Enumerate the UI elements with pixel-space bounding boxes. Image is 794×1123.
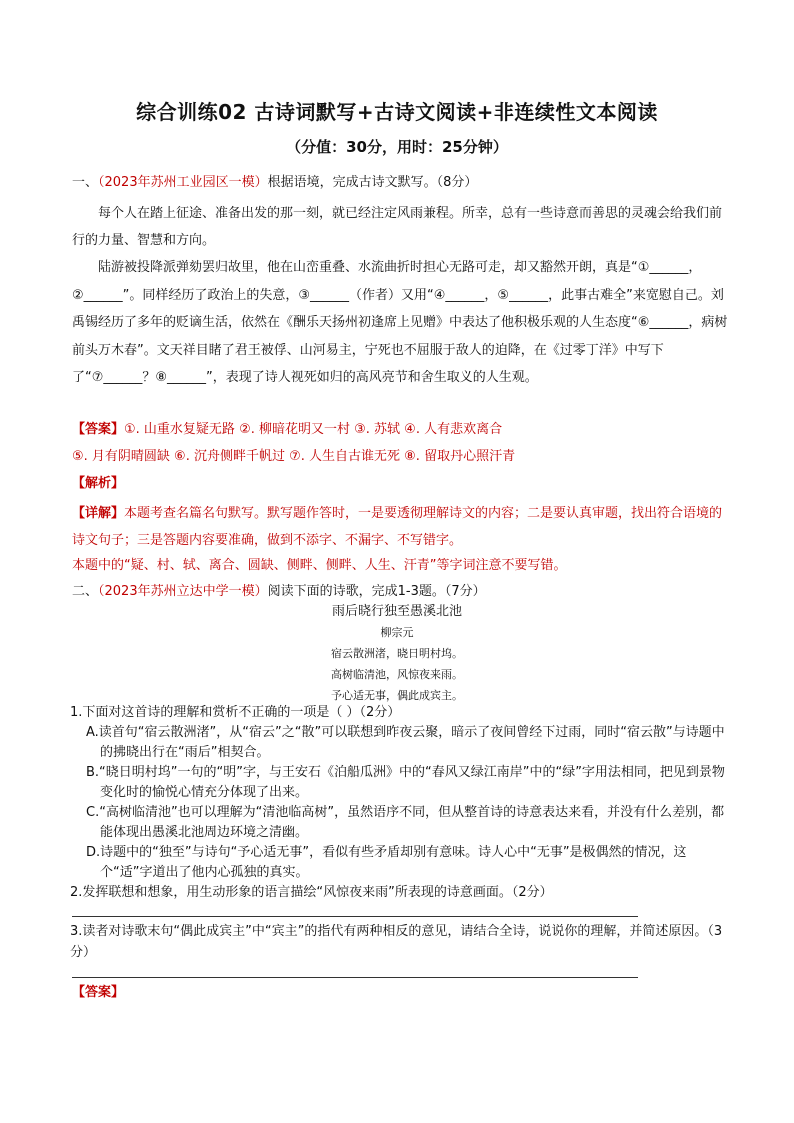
- option-d: D.诗题中的“独至”与诗句“予心适无事”，看似有些矛盾却别有意味。诗人心中“无事”是极偶然的情况，这个“适”字道出了他内心孤独的真实。: [86, 845, 687, 880]
- option-a: A.读首句“宿云散洲渚”，从“宿云”之“散”可以联想到昨夜云聚，暗示了夜间曾经下过雨，同时“宿云散”与诗题中的拂晓出行在“雨后”相契合。: [86, 725, 725, 760]
- poem-title: 雨后晓行独至愚溪北池: [331, 604, 462, 619]
- answer-line: [72, 977, 638, 978]
- section2-heading: [72, 581, 728, 603]
- answer-text-1: ①. 山重水复疑无路 ②. 柳暗花明又一村 ③. 苏轼 ④. 人有悲欢离合: [124, 422, 503, 437]
- poem: [0, 601, 794, 706]
- question-2: 2.发挥联想和想象，用生动形象的语言描绘“风惊夜来雨”所表现的诗意画面。（2分）: [70, 885, 553, 900]
- section1-detail: [72, 500, 728, 554]
- poem-line: 高树临清池，风惊夜来雨。: [331, 668, 463, 681]
- section1-source: （2023年苏州工业园区一模）: [98, 175, 268, 190]
- poem-line: 宿云散洲渚，晓日明村坞。: [331, 647, 463, 660]
- question-1: 1.下面对这首诗的理解和赏析不正确的一项是（ ）（2分）: [70, 705, 401, 720]
- answer-line: [72, 916, 638, 917]
- section1-heading: [72, 172, 728, 194]
- detail-text: 本题考查名篇名句默写。默写题作答时，一是要透彻理解诗文的内容；二是要认真审题，找出符合语境的诗文句子；三是答题内容要准确，做到不添字、不漏字、不写错字。: [72, 506, 723, 548]
- question-1-options: [86, 723, 728, 883]
- option-b: B.“晓日明村坞”一句的“明”字，与王安石《泊船瓜洲》中的“春风又绿江南岸”中的“绿”字用法相同，把见到景物变化时的愉悦心情充分体现了出来。: [86, 765, 725, 800]
- section1-answer-line-2: ⑤. 月有阴晴圆缺 ⑥. 沉舟侧畔千帆过 ⑦. 人生自古谁无死 ⑧. 留取丹心照汗青: [72, 449, 516, 464]
- question-3: 3.读者对诗歌末句“偶此成宾主”中“宾主”的指代有两种相反的意见，请结合全诗，说说你的理解，并简述原因。（3分）: [70, 924, 723, 960]
- section2-number: 二、: [72, 584, 99, 599]
- option-c: C.“高树临清池”也可以理解为“清池临高树”，虽然语序不同，但从整首诗的诗意表达来看，并没有什么差别，都能体现出愚溪北池周边环境之清幽。: [86, 805, 725, 840]
- section1-paragraph-2: 陆游被投降派弹劾罢归故里，他在山峦重叠、水流曲折时担心无路可走，却又豁然开朗，真是“①______，②______”。同样经历了政治上的失意，③______（作者）又用“④______，⑤______，此事古难全”来宽慰自己。刘禹锡经历了多年的贬谪生活，依然在《酬乐天扬州初逢席上见赠》中表达了他积极乐观的人生态度“⑥______，病树前头万木春”。文天祥目睹了君王被俘、山河易主，宁死也不屈服于敌人的迫降，在《过零丁洋》中写下了“⑦______？⑧______”，表现了诗人视死如归的高风亮节和舍生取义的人生观。: [72, 260, 728, 385]
- answer-tag: 【答案】: [72, 422, 125, 437]
- section2-instruction: 阅读下面的诗歌，完成1-3题。（7分）: [267, 584, 486, 599]
- section1-paragraph-1: 每个人在踏上征途、准备出发的那一刻，就已经注定风雨兼程。所幸，总有一些诗意而善思的灵魂会给我们前行的力量、智慧和方向。: [72, 206, 723, 248]
- poem-line: 予心适无事，偶此成宾主。: [331, 689, 463, 702]
- detail-tag: 【详解】: [72, 506, 125, 521]
- poem-author: 柳宗元: [380, 626, 414, 639]
- analysis-tag: 【解析】: [72, 476, 125, 491]
- section1-instruction: 根据语境，完成古诗文默写。（8分）: [267, 175, 478, 190]
- page-subtitle: （分值：30分，用时：25分钟）: [286, 138, 508, 156]
- section2-source: （2023年苏州立达中学一模）: [98, 584, 268, 599]
- section1-note: 本题中的“疑、村、轼、离合、圆缺、侧畔、侧畔、人生、汗青”等字词注意不要写错。: [72, 558, 567, 573]
- page-title: 综合训练02 古诗词默写+古诗文阅读+非连续性文本阅读: [136, 100, 658, 124]
- section1-number: 一、: [72, 175, 99, 190]
- section2-answer-tag: 【答案】: [72, 985, 125, 1000]
- section1-answer-line-1: [72, 419, 728, 441]
